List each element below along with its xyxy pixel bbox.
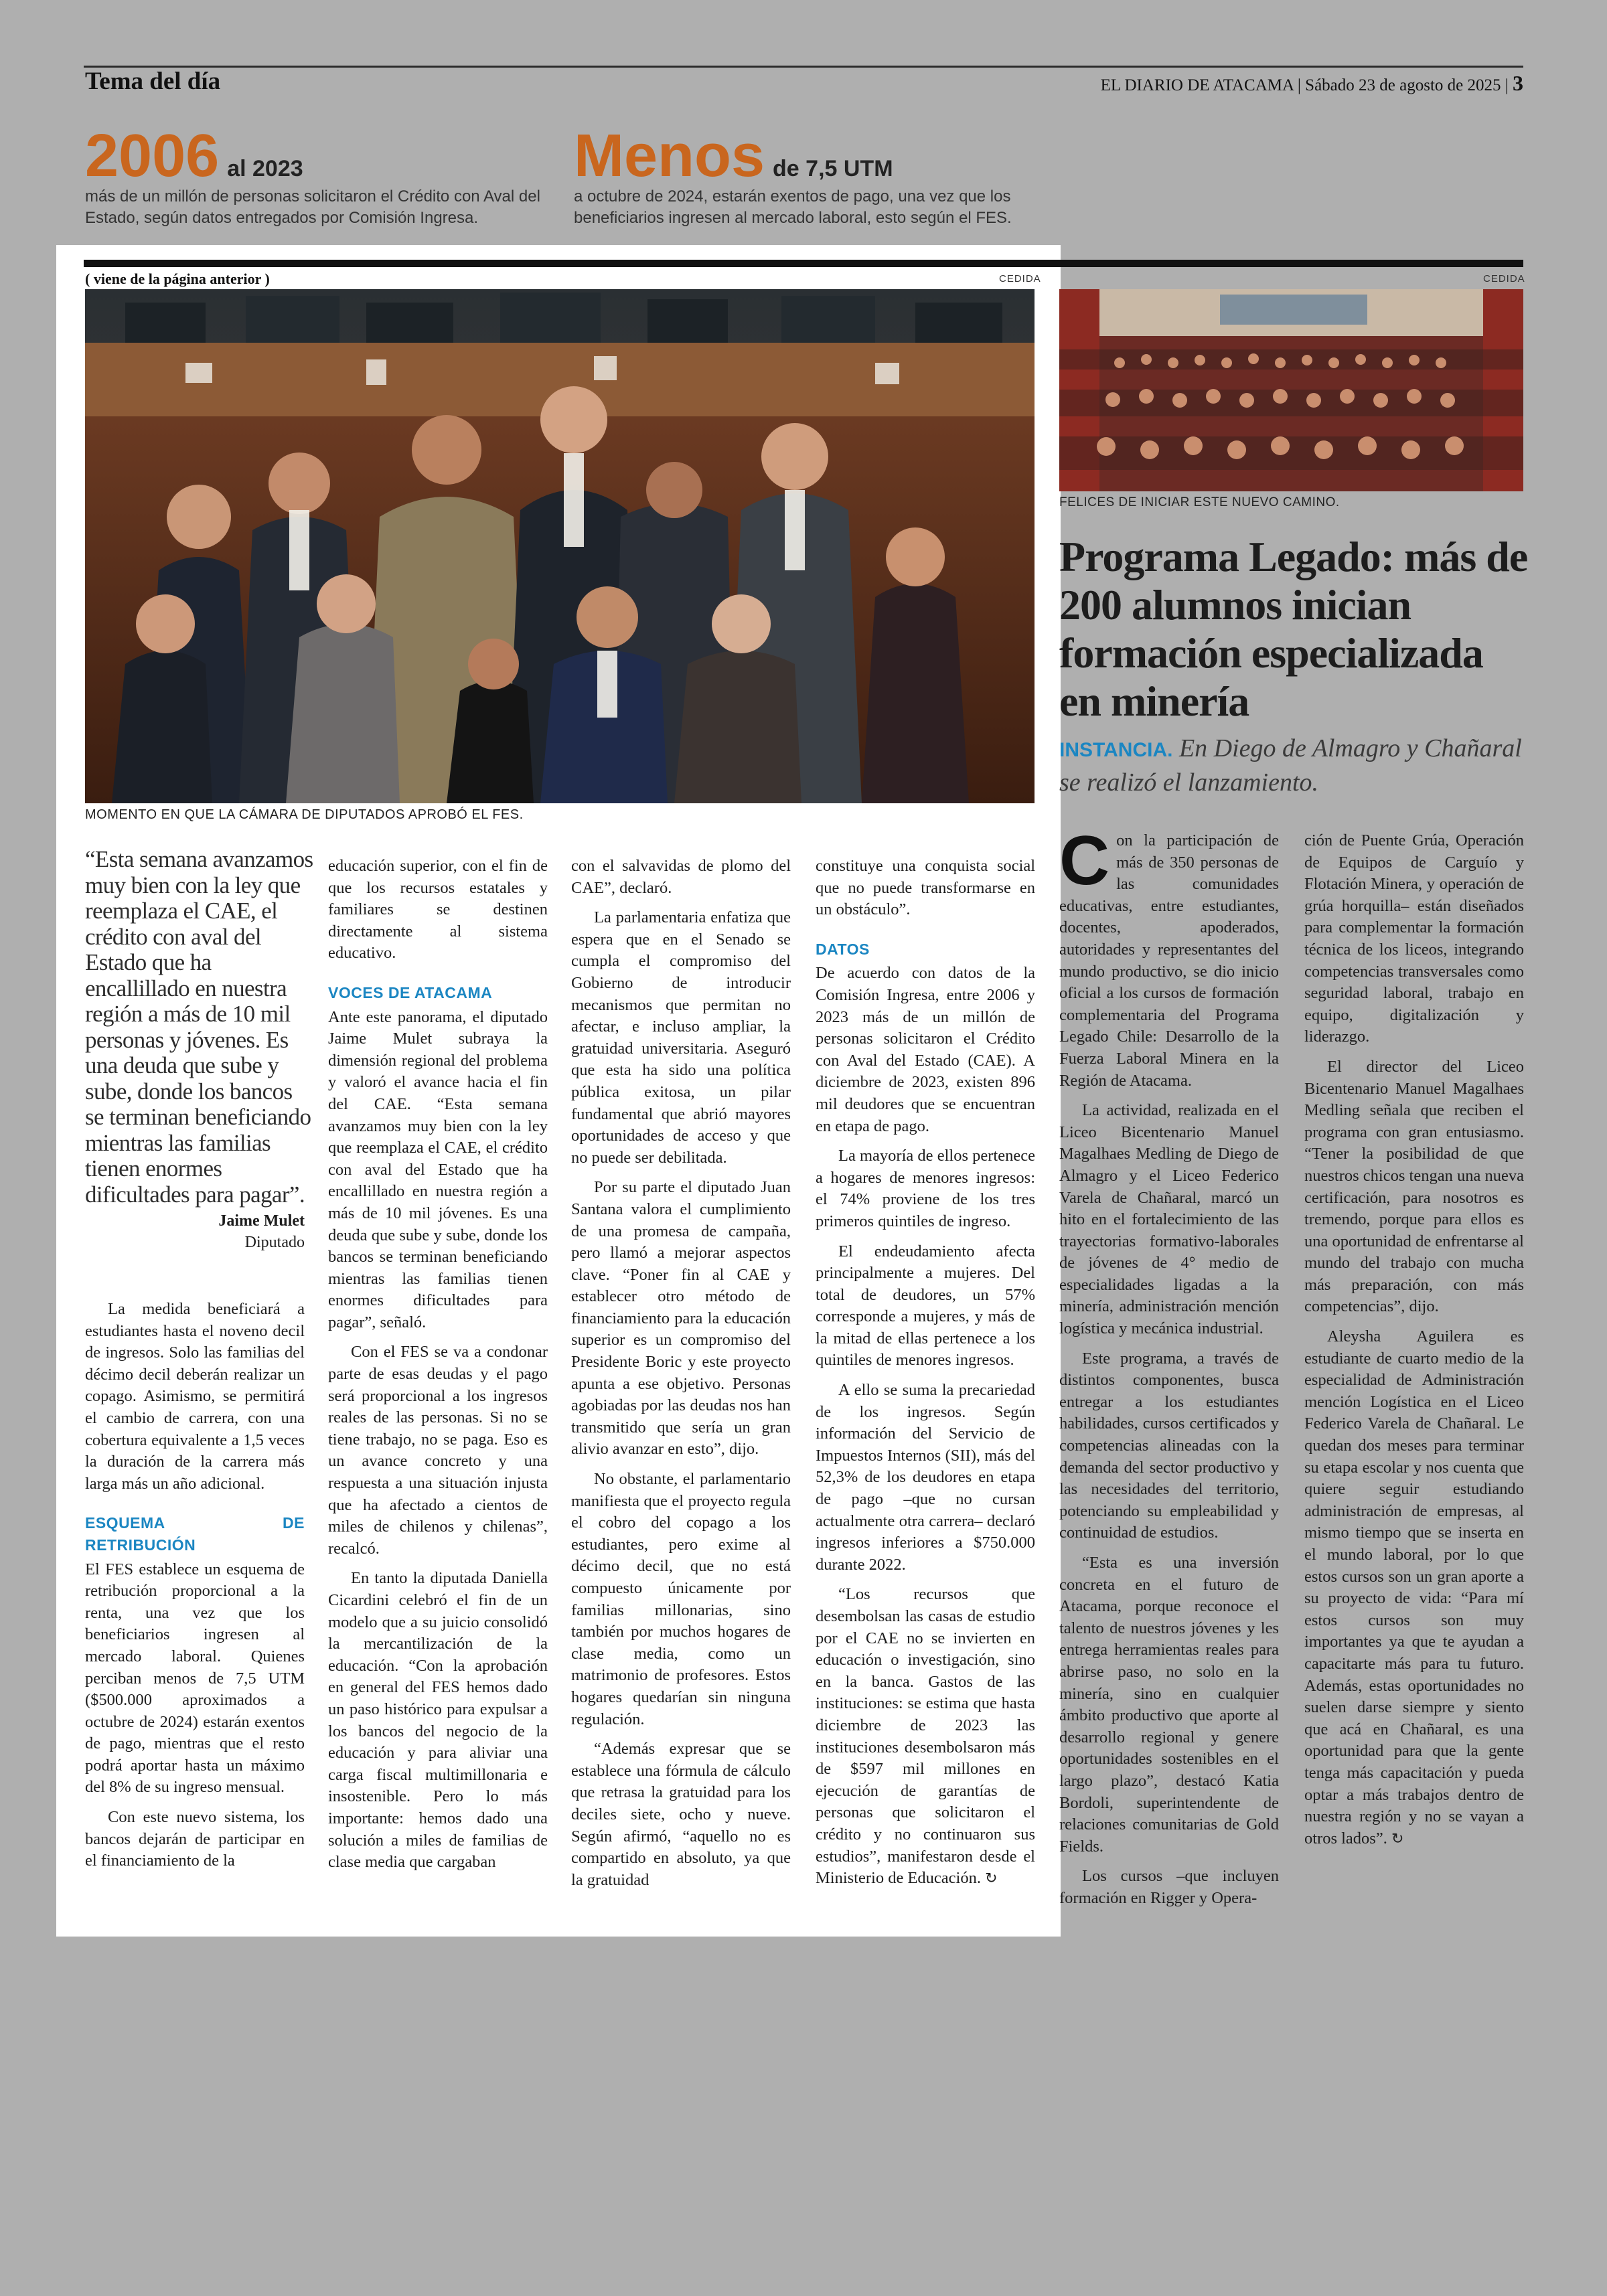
paragraph: constituye una conquista social que no puede transformarse en un obstáculo”. bbox=[816, 857, 1035, 919]
masthead-separator: | bbox=[1297, 76, 1306, 94]
paragraph: La medida beneficiará a estudiantes hasta el noveno decil de ingresos. Solo las familias del décimo decil deberán realizar un copago. Asimismo, se permitirá el cambio de carrera, con una cobertura equivalente a 1,5 veces la duración de la carrera más larga más un año adicional. bbox=[85, 1300, 305, 1493]
quote-attribution bbox=[85, 1210, 305, 1253]
paragraph: De acuerdo con datos de la Comisión Ingresa, entre 2006 y 2023 más de un millón de personas solicitaron el Crédito con Aval del Estado (CAE). A diciembre de 2023, existen 896 mil deudores que se encuentran en etapa de pago. bbox=[816, 964, 1035, 1135]
key-figure-suffix: de 7,5 UTM bbox=[773, 156, 893, 181]
key-figure-number: 2006 bbox=[85, 122, 220, 189]
side-column-2 bbox=[1304, 830, 1524, 1858]
chamber-photo bbox=[85, 289, 1035, 803]
side-article-lead bbox=[1059, 732, 1528, 799]
continued-note: ( viene de la página anterior ) bbox=[85, 270, 270, 287]
paragraph: Con el FES se va a condonar parte de esas deudas y el pago será proporcional a los ingresos reales de las personas. Si no se tiene trabajo, no se paga. Eso es un avance concreto y una respuesta a una situación injusta que ha afectado a cientos de miles de chilenos y chilenas”, recalcó. bbox=[328, 1343, 548, 1558]
paragraph: En tanto la diputada Daniella Cicardini celebró el fin de un modelo que a su juicio consolidó la mercantilización de la educación. “Con la aprobación en general del FES hemos dado un paso histórico para expulsar a los bancos del negocio de la educación y para aliviar una carga fiscal multimillonaria e insostenible. Pero lo más importante: hemos dado una solución a miles de familias de clase media que cargaban bbox=[328, 1569, 548, 1872]
side-photo-caption: FELICES DE INICIAR ESTE NUEVO CAMINO. bbox=[1059, 495, 1340, 509]
article-column-3 bbox=[571, 855, 791, 1899]
quote-role: Diputado bbox=[244, 1234, 305, 1251]
paragraph bbox=[1304, 1326, 1524, 1850]
divider-bar bbox=[84, 260, 1523, 267]
key-figure-description: más de un millón de personas solicitaron el Crédito con Aval del Estado, según datos entregados por Comisión Ingresa. bbox=[85, 187, 540, 227]
paragraph: Este programa, a través de distintos componentes, busca entregar a los estudiantes habilidades, cursos certificados y competencias alineadas con la demanda del sector productivo y las necesidades del territorio, potenciando su empleabilidad y continuidad de estudios. bbox=[1059, 1349, 1279, 1542]
key-figure-2006 bbox=[85, 122, 540, 229]
paragraph: con el salvavidas de plomo del CAE”, declaró. bbox=[571, 857, 791, 897]
key-figure-number: Menos bbox=[574, 122, 765, 189]
chamber-photo-image bbox=[85, 289, 1035, 803]
paragraph: “Esta es una inversión concreta en el futuro de Atacama, porque reconoce el talento de nuestros jóvenes y les entrega herramientas reales para abrirse paso, no solo en la minería, sino en cualquier ámbito productivo que aporte al desarrollo regional y genere oportunidades sostenibles en el largo plazo”, destacó Katia Bordoli, superintendente de relaciones comunitarias de Gold Fields. bbox=[1059, 1554, 1279, 1856]
paragraph: El director del Liceo Bicentenario Manuel Magalhaes Medling señala que reciben el programa con gran entusiasmo. “Tener la posibilidad de que nuestros chicos tengan una nueva certificación, para nosotros es tremendo, porque para ellos es una oportunidad de enfrentarse al mundo del trabajo con mucha más preparación, con más competencias”, dijo. bbox=[1304, 1057, 1524, 1316]
paragraph: educación superior, con el fin de que los recursos estatales y familiares se destinen directamente al sistema educativo. bbox=[328, 857, 548, 963]
paragraph-text: “Los recursos que desembolsan las casas de estudio por el CAE no se invierten en educación o investigación, sino en la banca. Gastos de las instituciones: se estima que hasta diciembre de 2023 las instituciones desembolsaron más de $597 mil millones en ejecución de garantías de personas que solicitaron el crédito y no continuaron sus estudios”, manifestaron desde el Ministerio de Educación. bbox=[816, 1585, 1035, 1888]
side-column-1 bbox=[1059, 822, 1279, 1918]
key-figure-suffix: al 2023 bbox=[227, 156, 303, 181]
paragraph: ción de Puente Grúa, Operación de Equipos de Carguío y Flotación Minera, y operación de grúa horquilla– están diseñados para complementar la formación técnica de los liceos, integrando competencias transversales como seguridad laboral, trabajo en equipo, digitalización y liderazgo. bbox=[1304, 831, 1524, 1046]
paragraph: La actividad, realizada en el Liceo Bicentenario Manuel Magalhaes Medling de Diego de Almagro y el Liceo Federico Varela de Chañaral, marcó un hito en el fortalecimiento de las trayectorias formativo-laborales de jóvenes de 4° medio de especialidades ligadas a la minería, administración mención logística y mecánica industrial. bbox=[1059, 1101, 1279, 1338]
pull-quote: “Esta semana avanzamos muy bien con la ley que reemplaza el CAE, el crédito con aval del Estado que ha encallillado en nuestra región a más de 10 mil personas y jóvenes. Es una deuda que sube y sube, donde los bancos se terminan beneficiando mientras las familias tienen enormes dificultades para pagar”. bbox=[85, 846, 313, 1208]
lead-tag: INSTANCIA. bbox=[1059, 739, 1173, 761]
end-mark-icon: ↻ bbox=[985, 1870, 998, 1888]
paragraph: Por su parte el diputado Juan Santana valora el cumplimiento de una promesa de campaña, pero llamó a mejorar aspectos clave. “Poner fin al CAE y establecer otro método de financiamiento para la educación superior es un compromiso del Presidente Boric y este proyecto apunta a ese objetivo. Personas agobiadas por las deudas nos han transmitido que sería un gran alivio avanzar en esto”, dijo. bbox=[571, 1178, 791, 1459]
issue-date: Sábado 23 de agosto de 2025 bbox=[1305, 76, 1501, 94]
article-column-2 bbox=[328, 855, 548, 1882]
header-rule bbox=[84, 66, 1523, 68]
photo-caption: MOMENTO EN QUE LA CÁMARA DE DIPUTADOS APROBÓ EL FES. bbox=[85, 807, 524, 822]
subheading-datos: DATOS bbox=[816, 940, 870, 958]
paper-name: EL DIARIO DE ATACAMA bbox=[1100, 76, 1294, 94]
paragraph: El endeudamiento afecta principalmente a mujeres. Del total de deudores, un 57% corresponde a mujeres, y más de la mitad de ellas pertenece a los quintiles de menores ingresos. bbox=[816, 1242, 1035, 1370]
subheading-retribucion: ESQUEMA DE RETRIBUCIÓN bbox=[85, 1514, 305, 1554]
paragraph: No obstante, el parlamentario manifiesta que el proyecto regula el cobro del copago a los estudiantes, pero exime al décimo decil, que no está compuesto únicamente por familias millonarias, sino también por muchos hogares de clase media, como un matrimonio de profesores. Estos hogares quedarían sin ninguna regulación. bbox=[571, 1470, 791, 1728]
paragraph-text: Aleysha Aguilera es estudiante de cuarto medio de la especialidad de Administración mención Logística en el Liceo Federico Varela de Chañaral. Le quedan dos meses para terminar su etapa escolar y nos cuenta que quiere seguir estudiando administración de empresas, al mismo tiempo que se inserta en el mundo laboral, por lo que estos cursos son un gran aporte a su proyecto de vida: “Para mí estos cursos son muy importantes ya que te ayudan a capacitarte más para tu futuro. Además, estas oportunidades no suelen darse siempre y siento que acá en Chañaral, es una oportunidad para que la gente tenga más capacitación y pueda optar a más trabajos dentro de nuestra región y no se vayan a otros lados”. bbox=[1304, 1327, 1524, 1848]
paragraph-text: on la participación de más de 350 personas de las comunidades educativas, entre estudiantes, docentes, apoderados, autoridades y representantes del mundo productivo, se dio inicio oficial a los cursos de formación complementaria del Programa Legado Chile: Desarrollo de la Fuerza Laboral Minera en la Región de Atacama. bbox=[1059, 831, 1279, 1090]
quote-author: Jaime Mulet bbox=[218, 1212, 305, 1230]
auditorium-photo-image bbox=[1059, 289, 1523, 491]
side-photo-credit: CEDIDA bbox=[1483, 273, 1525, 284]
side-article-title: Programa Legado: más de 200 alumnos inician formación especializada en minería bbox=[1059, 533, 1528, 725]
page-number: 3 bbox=[1513, 71, 1523, 95]
paragraph bbox=[816, 1584, 1035, 1890]
paragraph bbox=[1059, 822, 1279, 1092]
paragraph: El FES establece un esquema de retribución proporcional a la renta, una vez que los beneficiarios ingresen al mercado laboral. Quienes perciban menos de 7,5 UTM ($500.000 aproximados a octubre de 2024) estarán exentos de pago, mientras que el resto podrá aportar hasta un máximo del 8% de su ingreso mensual. bbox=[85, 1560, 305, 1797]
section-title: Tema del día bbox=[85, 68, 221, 95]
photo-credit: CEDIDA bbox=[999, 273, 1041, 284]
auditorium-photo bbox=[1059, 289, 1523, 491]
masthead-separator: | bbox=[1505, 76, 1513, 94]
drop-cap: C bbox=[1059, 822, 1110, 900]
lead-text: En Diego de Almagro y Chañaral se realizó el lanzamiento. bbox=[1059, 734, 1522, 797]
paragraph: La parlamentaria enfatiza que espera que en el Senado se cumpla el compromiso del Gobierno de introducir mecanismos que permitan no afectar, e incluso ampliar, la gratuidad universitaria. Aseguró que esta ha sido una política pública exitosa, un pilar fundamental que abrió mayores oportunidades de acceso y que no puede ser debilitada. bbox=[571, 908, 791, 1167]
paragraph: Ante este panorama, el diputado Jaime Mulet subraya la dimensión regional del problema y valoró el avance hacia el fin del CAE. “Esta semana avanzamos muy bien con la ley que reemplaza el CAE, el crédito con aval del Estado que ha encallillado en nuestra región a más de 10 mil jóvenes. Es una deuda que sube y sube, donde los bancos se terminan beneficiando mientras las familias tienen enormes dificultades para pagar”, señaló. bbox=[328, 1007, 548, 1331]
paragraph: “Además expresar que se establece una fórmula de cálculo que retrasa la gratuidad para los deciles siete, ocho y nueve. Según afirmó, “aquello no es compartido en absoluto, ya que la gratuidad bbox=[571, 1740, 791, 1889]
paragraph: Con este nuevo sistema, los bancos dejarán de participar en el financiamiento de la bbox=[85, 1808, 305, 1870]
article-column-4 bbox=[816, 855, 1035, 1898]
end-mark-icon: ↻ bbox=[1391, 1830, 1404, 1848]
article-column-1 bbox=[85, 1299, 305, 1880]
masthead bbox=[1101, 71, 1523, 96]
paragraph: A ello se suma la precariedad de los ingresos. Según información del Servicio de Impuestos Internos (SII), más del 52,3% de los deudores en etapa de pago –que no cursan actualmente otra carrera– declaró ingresos inferiores a $750.000 durante 2022. bbox=[816, 1381, 1035, 1574]
paragraph: La mayoría de ellos pertenece a hogares de menores ingresos: el 74% proviene de los tres primeros quintiles de ingreso. bbox=[816, 1147, 1035, 1230]
key-figure-menos bbox=[574, 122, 1029, 229]
paragraph: Los cursos –que incluyen formación en Rigger y Opera- bbox=[1059, 1867, 1279, 1907]
key-figure-description: a octubre de 2024, estarán exentos de pago, una vez que los beneficiarios ingresen al mercado laboral, esto según el FES. bbox=[574, 187, 1012, 227]
subheading-voces: VOCES DE ATACAMA bbox=[328, 983, 493, 1001]
